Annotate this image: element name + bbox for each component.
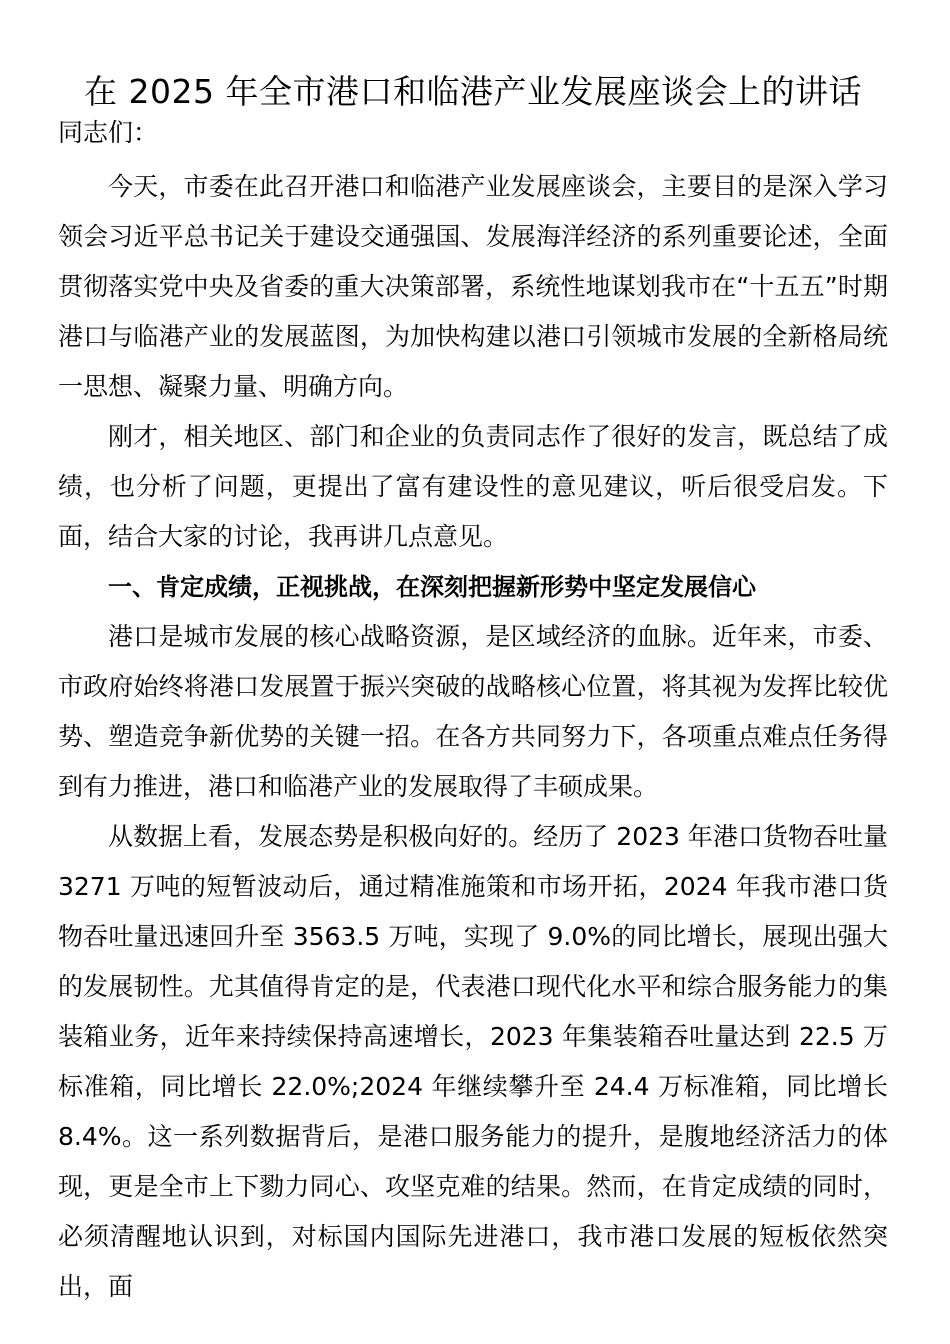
paragraph-intro: 今天，市委在此召开港口和临港产业发展座谈会，主要目的是深入学习领会习近平总书记关于建设交通强国、发展海洋经济的系列重要论述，全面贯彻落实党中央及省委的重大决策部署，系统性地谋划我市在“十五五”时期港口与临港产业的发展蓝图，为加快构建以港口引领城市发展的全新格局统一思想、凝聚力量、明确方向。 — [58, 172, 888, 401]
paragraph-transition: 刚才，相关地区、部门和企业的负责同志作了很好的发言，既总结了成绩，也分析了问题，更提出了富有建设性的意见建议，听后很受启发。下面，结合大家的讨论，我再讲几点意见。 — [58, 422, 888, 551]
document-title: 在 2025 年全市港口和临港产业发展座谈会上的讲话 — [84, 72, 862, 111]
salutation: 同志们： — [58, 118, 159, 147]
paragraph-port-importance: 港口是城市发展的核心战略资源，是区域经济的血脉。近年来，市委、市政府始终将港口发展置于振兴突破的战略核心位置，将其视为发挥比较优势、塑造竞争新优势的关键一招。在各方共同努力下，各项重点难点任务得到有力推进，港口和临港产业的发展取得了丰硕成果。 — [58, 622, 888, 801]
paragraph-data: 从数据上看，发展态势是积极向好的。经历了 2023 年港口货物吞吐量 3271 万吨的短暂波动后，通过精准施策和市场开拓，2024 年我市港口货物吞吐量迅速回升至 3563.5 万吨，实现了 9.0%的同比增长，展现出强大的发展韧性。尤其值得肯定的是，代表港口现代化水平和综合服务能力的集装箱业务，近年来持续保持高速增长，2023 年集装箱吞吐量达到 22.5 万标准箱，同比增长 22.0%;2024 年继续攀升至 24.4 万标准箱，同比增长 8.4%。这一系列数据背后，是港口服务能力的提升，是腹地经济活力的体现，更是全市上下勠力同心、攻坚克难的结果。然而，在肯定成绩的同时，必须清醒地认识到，对标国内国际先进港口，我市港口发展的短板依然突出，面 — [58, 822, 888, 1301]
section-heading-1: 一、肯定成绩，正视挑战，在深刻把握新形势中坚定发展信心 — [108, 573, 756, 601]
